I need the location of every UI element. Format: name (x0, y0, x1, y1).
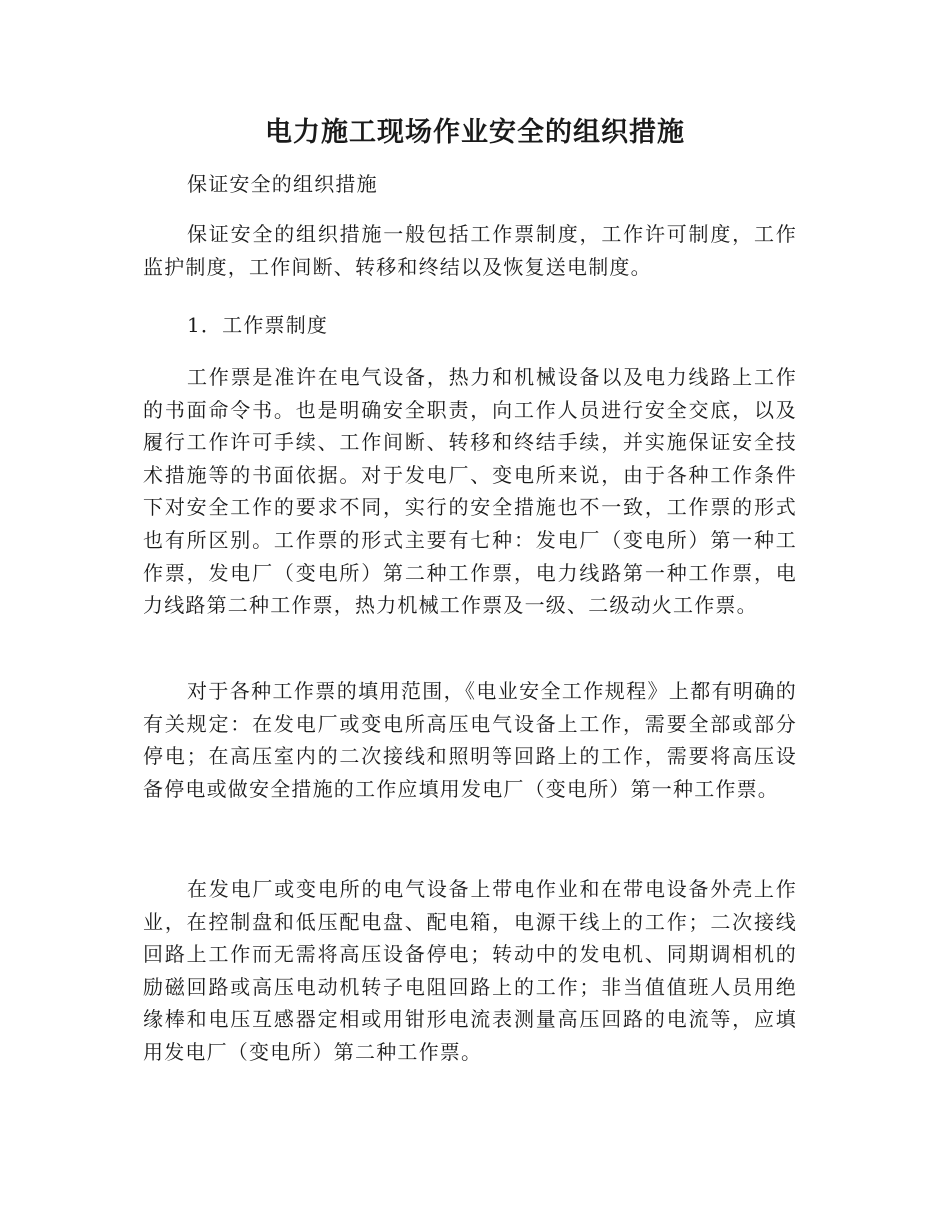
paragraph-second-type-ticket-scope: 在发电厂或变电所的电气设备上带电作业和在带电设备外壳上作业，在控制盘和低压配电盘、配电箱，电源干线上的工作；二次接线回路上工作而无需将高压设备停电；转动中的发电机、同期调相机的励磁回路或高压电动机转子电阻回路上的工作；非当值值班人员用绝缘棒和电压互感器定相或用钳形电流表测量高压回路的电流等，应填用发电厂（变电所）第二种工作票。 (143, 877, 797, 1064)
paragraph-intro: 保证安全的组织措施一般包括工作票制度，工作许可制度，工作监护制度，工作间断、转移和终结以及恢复送电制度。 (143, 222, 797, 279)
paragraph-work-ticket-definition: 工作票是准许在电气设备，热力和机械设备以及电力线路上工作的书面命令书。也是明确安全职责，向工作人员进行安全交底，以及履行工作许可手续、工作间断、转移和终结手续，并实施保证安全技术措施等的书面依据。对于发电厂、变电所来说，由于各种工作条件下对安全工作的要求不同，实行的安全措施也不一致，工作票的形式也有所区别。工作票的形式主要有七种：发电厂（变电所）第一种工作票，发电厂（变电所）第二种工作票，电力线路第一种工作票，电力线路第二种工作票，热力机械工作票及一级、二级动火工作票。 (143, 365, 797, 618)
document-title: 电力施工现场作业安全的组织措施 (265, 117, 685, 148)
paragraph-section-heading: 1．工作票制度 (187, 313, 329, 337)
paragraph-first-type-ticket-scope: 对于各种工作票的填用范围，《电业安全工作规程》上都有明确的有关规定：在发电厂或变电所高压电气设备上工作，需要全部或部分停电；在高压室内的二次接线和照明等回路上的工作，需要将高压设备停电或做安全措施的工作应填用发电厂（变电所）第一种工作票。 (143, 679, 797, 801)
paragraph-subheading: 保证安全的组织措施 (187, 172, 378, 196)
